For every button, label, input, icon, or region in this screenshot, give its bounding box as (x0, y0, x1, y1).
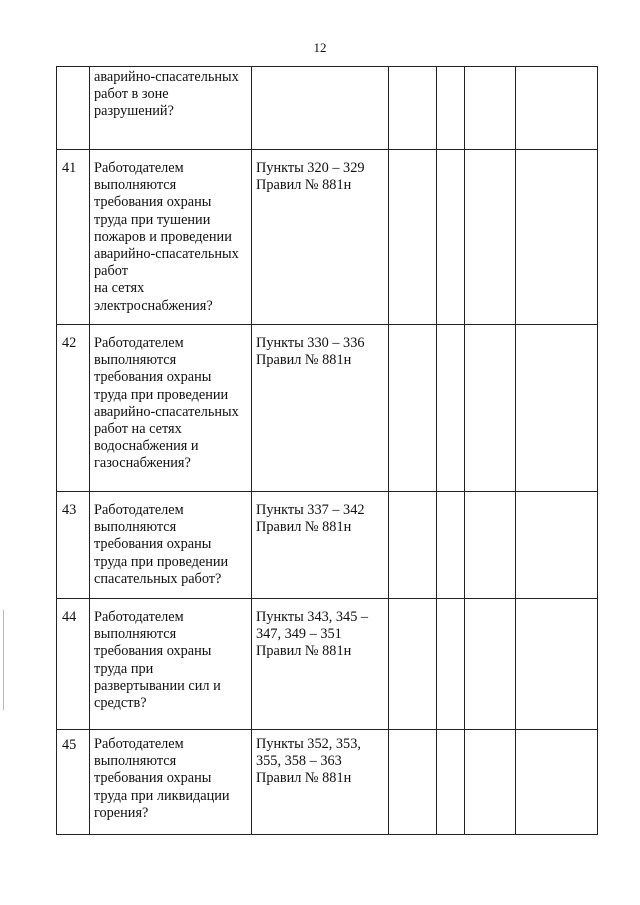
question-text: Работодателем выполняются требования охраны труда при тушении пожаров и проведении аварийно-спасательных работ на сетях электроснабжения? (94, 160, 239, 314)
reference-text: Пункты 337 – 342 Правил № 881н (256, 502, 365, 536)
question-text: Работодателем выполняются требования охраны труда при ликвидации горения? (94, 736, 230, 821)
checklist-table (56, 66, 598, 835)
answer-cell-na[interactable] (465, 492, 516, 599)
table-row (57, 325, 598, 492)
question-text: Работодателем выполняются требования охраны труда при проведении спасательных работ? (94, 502, 229, 587)
reference-cell (252, 730, 389, 835)
reference-cell (252, 150, 389, 325)
notes-cell[interactable] (516, 150, 598, 325)
notes-cell[interactable] (516, 492, 598, 599)
reference-cell (252, 492, 389, 599)
row-number-cell (57, 492, 90, 599)
notes-cell[interactable] (516, 599, 598, 730)
reference-text: Пункты 343, 345 – 347, 349 – 351 Правил № 881н (256, 609, 369, 660)
notes-cell[interactable] (516, 67, 598, 150)
row-number-cell (57, 730, 90, 835)
table-row (57, 730, 598, 835)
reference-text: Пункты 320 – 329 Правил № 881н (256, 160, 365, 194)
page-number: 12 (313, 40, 327, 55)
row-number-cell (57, 67, 90, 150)
answer-cell-no[interactable] (437, 492, 465, 599)
answer-cell-no[interactable] (437, 67, 465, 150)
answer-cell-yes[interactable] (389, 67, 437, 150)
answer-cell-na[interactable] (465, 150, 516, 325)
row-number-cell (57, 325, 90, 492)
answer-cell-na[interactable] (465, 730, 516, 835)
table-row (57, 599, 598, 730)
table-row (57, 492, 598, 599)
question-cell (90, 492, 252, 599)
answer-cell-yes[interactable] (389, 325, 437, 492)
reference-cell (252, 67, 389, 150)
reference-text: Пункты 352, 353, 355, 358 – 363 Правил № 881н (256, 736, 361, 787)
row-number: 43 (62, 502, 77, 518)
answer-cell-no[interactable] (437, 599, 465, 730)
answer-cell-no[interactable] (437, 325, 465, 492)
question-text: Работодателем выполняются требования охраны труда при проведении аварийно-спасательных работ на сетях водоснабжения и газоснабжения? (94, 335, 239, 472)
answer-cell-na[interactable] (465, 67, 516, 150)
row-number: 45 (62, 737, 77, 753)
question-cell (90, 730, 252, 835)
row-number (61, 67, 89, 70)
row-number-cell (57, 150, 90, 325)
answer-cell-yes[interactable] (389, 492, 437, 599)
table-row (57, 150, 598, 325)
answer-cell-yes[interactable] (389, 150, 437, 325)
answer-cell-na[interactable] (465, 599, 516, 730)
answer-cell-yes[interactable] (389, 730, 437, 835)
answer-cell-no[interactable] (437, 730, 465, 835)
question-cell (90, 599, 252, 730)
scan-artifact (3, 610, 4, 710)
answer-cell-yes[interactable] (389, 599, 437, 730)
table-row (57, 67, 598, 150)
reference-cell (252, 599, 389, 730)
row-number: 41 (62, 160, 77, 176)
notes-cell[interactable] (516, 730, 598, 835)
question-cell (90, 67, 252, 150)
row-number-cell (57, 599, 90, 730)
question-text: Работодателем выполняются требования охраны труда при развертывании сил и средств? (94, 609, 221, 712)
answer-cell-no[interactable] (437, 150, 465, 325)
question-cell (90, 325, 252, 492)
notes-cell[interactable] (516, 325, 598, 492)
question-text: аварийно-спасательных работ в зоне разрушений? (94, 69, 239, 120)
answer-cell-na[interactable] (465, 325, 516, 492)
row-number: 42 (62, 335, 77, 351)
row-number: 44 (62, 609, 77, 625)
question-cell (90, 150, 252, 325)
reference-cell (252, 325, 389, 492)
reference-text: Пункты 330 – 336 Правил № 881н (256, 335, 365, 369)
reference-text (256, 67, 388, 69)
